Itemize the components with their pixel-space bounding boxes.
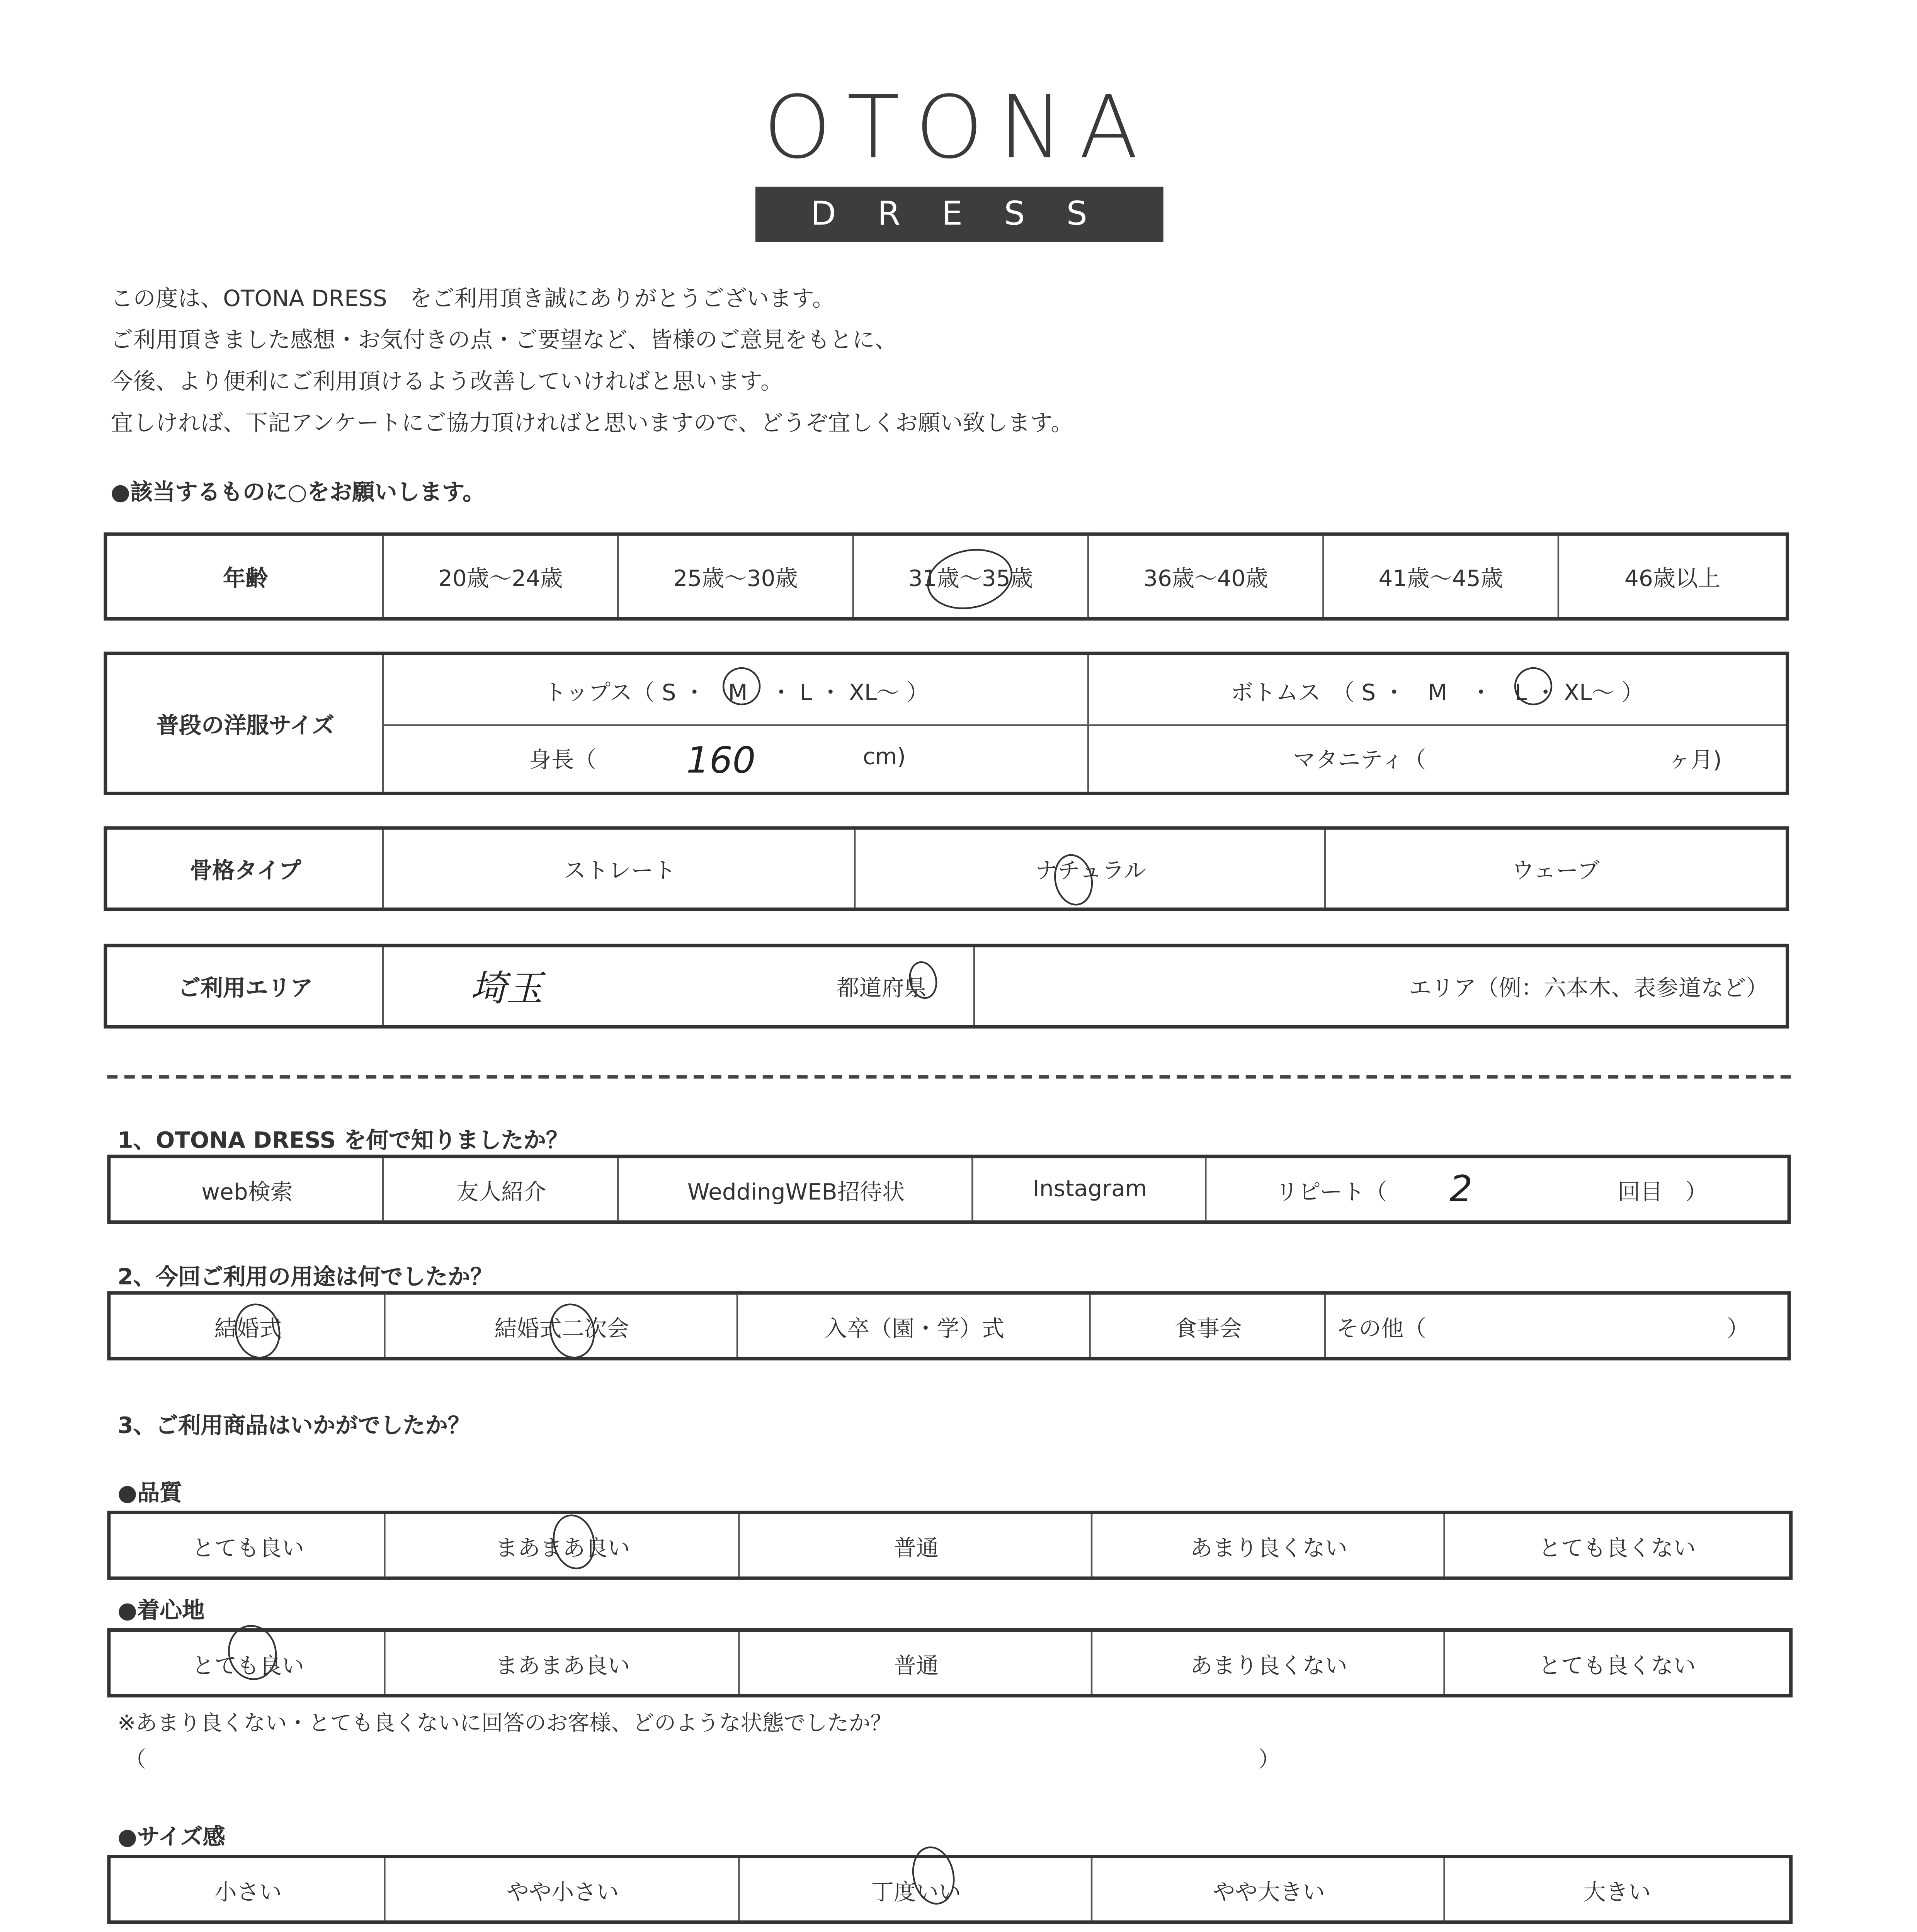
comfort-table <box>107 1628 1793 1697</box>
intro-line: 宜しければ、下記アンケートにご協力頂ければと思いますので、どうぞ宜しくお願い致します。 <box>111 411 1073 437</box>
fit-option[interactable]: 小さい <box>214 1879 282 1906</box>
q1-table <box>107 1155 1791 1224</box>
age-option[interactable]: 41歳〜45歳 <box>1322 536 1557 617</box>
note1-open: （ <box>124 1746 146 1772</box>
repeat-suffix: 回目 ） <box>1618 1180 1708 1206</box>
height-value: 160 <box>686 739 756 781</box>
intro-line: この度は、OTONA DRESS をご利用頂き誠にありがとうございます。 <box>111 287 835 313</box>
bottoms-size-options[interactable]: ボトムス （ S ・ M ・ L ・ XL〜 ） <box>1087 655 1786 724</box>
area-table <box>104 944 1789 1029</box>
brand-logo-otona: OTONA <box>763 78 1154 178</box>
q1-option[interactable]: WeddingWEB招待状 <box>617 1158 973 1220</box>
quality-option[interactable]: あまり良くない <box>1091 1514 1445 1577</box>
repeat-prefix: リピート（ <box>1276 1180 1387 1206</box>
height-suffix: cm) <box>862 745 906 771</box>
height-prefix: 身長（ <box>529 748 597 775</box>
maternity-prefix: マタニティ（ <box>1293 748 1426 775</box>
q2-option[interactable]: 入卒（園・学）式 <box>737 1295 1091 1357</box>
quality-option[interactable]: とても良い <box>192 1536 304 1562</box>
comfort-option[interactable]: 普通 <box>738 1632 1092 1694</box>
comfort-title: ●着心地 <box>117 1599 205 1625</box>
prefecture-value: 埼玉 <box>470 967 543 1009</box>
frame-option[interactable]: ウェーブ <box>1324 830 1786 907</box>
quality-table <box>107 1511 1793 1580</box>
q2-option[interactable]: 結婚式二次会 <box>384 1295 738 1357</box>
age-option[interactable]: 31歳〜35歳 <box>852 536 1087 617</box>
tops-size-options[interactable]: トップス（ S ・ M ・ L ・ XL〜 ） <box>382 655 1089 724</box>
q2-option[interactable]: 食事会 <box>1089 1295 1326 1357</box>
frame-label: 骨格タイプ <box>190 859 301 885</box>
prefecture-field[interactable] <box>382 947 975 1025</box>
q1-option[interactable]: web検索 <box>201 1180 293 1206</box>
fit-title: ●サイズ感 <box>117 1825 225 1852</box>
q1-option[interactable]: Instagram <box>971 1158 1206 1220</box>
q1-option[interactable]: 友人紹介 <box>382 1158 619 1220</box>
q3-title: 3、ご利用商品はいかがでしたか？ <box>117 1414 471 1440</box>
intro-line: ご利用頂きました感想・お気付きの点・ご要望など、皆様のご意見をもとに、 <box>111 328 897 355</box>
other-prefix: その他（ <box>1336 1316 1426 1342</box>
comfort-option[interactable]: まあまあ良い <box>384 1632 740 1694</box>
fit-option[interactable]: やや小さい <box>384 1858 740 1920</box>
repeat-value: 2 <box>1449 1168 1473 1210</box>
q2-other-field[interactable] <box>1324 1295 1788 1357</box>
quality-title: ●品質 <box>117 1481 182 1507</box>
size-label: 普段の洋服サイズ <box>156 714 335 740</box>
area-label: ご利用エリア <box>178 976 313 1003</box>
frame-option[interactable]: ストレート <box>382 830 856 907</box>
note1-close: ） <box>1258 1746 1280 1772</box>
comfort-option[interactable]: とても良い <box>192 1653 304 1680</box>
q2-title: 2、今回ご利用の用途は何でしたか？ <box>117 1265 493 1291</box>
age-option[interactable]: 25歳〜30歳 <box>617 536 852 617</box>
prefecture-suffix: 都道府県 <box>837 976 927 1003</box>
frame-option[interactable]: ナチュラル <box>854 830 1326 907</box>
frame-table <box>104 826 1789 911</box>
quality-option[interactable]: 普通 <box>738 1514 1092 1577</box>
note1-text: ※あまり良くない・とても良くないに回答のお客様、どのような状態でしたか？ <box>117 1709 892 1736</box>
brand-logo-dress: DRESS <box>755 187 1163 242</box>
maternity-suffix: ヶ月) <box>1668 748 1722 775</box>
height-field[interactable] <box>382 724 1089 791</box>
repeat-field[interactable] <box>1205 1158 1788 1220</box>
age-option[interactable]: 46歳以上 <box>1558 536 1786 617</box>
fit-option[interactable]: やや大きい <box>1091 1858 1445 1920</box>
intro-line: 今後、より便利にご利用頂けるよう改善していければと思います。 <box>111 370 783 396</box>
quality-option[interactable]: とても良くない <box>1443 1514 1789 1577</box>
instruction: ●該当するものに○をお願いします。 <box>111 480 485 507</box>
age-option[interactable]: 20歳〜24歳 <box>382 536 617 617</box>
age-label: 年齢 <box>223 567 268 593</box>
maternity-field[interactable] <box>1087 724 1786 791</box>
fit-option[interactable]: 丁度いい <box>738 1858 1092 1920</box>
q2-option[interactable]: 結婚式 <box>214 1316 282 1342</box>
quality-option[interactable]: まあまあ良い <box>384 1514 740 1577</box>
comfort-option[interactable]: とても良くない <box>1443 1632 1789 1694</box>
age-option[interactable]: 36歳〜40歳 <box>1087 536 1322 617</box>
other-suffix: ） <box>1726 1316 1750 1342</box>
section-divider <box>107 1075 1791 1079</box>
comfort-option[interactable]: あまり良くない <box>1091 1632 1445 1694</box>
area-field[interactable]: エリア（例：六本木、表参道など） <box>973 947 1786 1025</box>
q1-title: 1、OTONA DRESS を何で知りましたか？ <box>117 1129 569 1155</box>
q2-table <box>107 1291 1791 1361</box>
fit-option[interactable]: 大きい <box>1443 1858 1789 1920</box>
